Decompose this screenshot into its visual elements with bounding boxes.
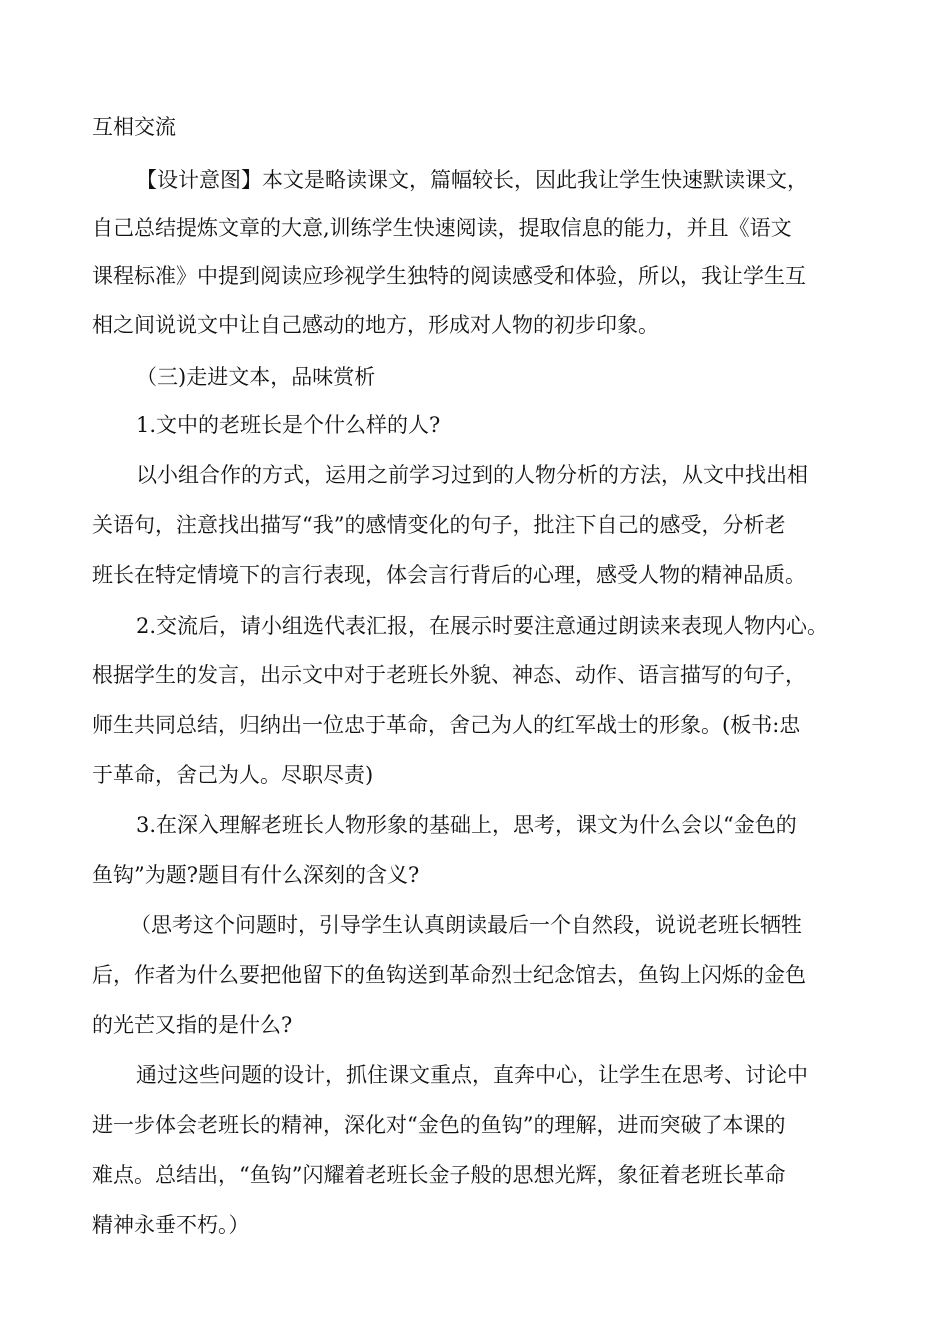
text-line: 根据学生的发言，出示文中对于老班长外貌、神态、动作、语言描写的句子， bbox=[92, 663, 806, 687]
text-line: 课程标准》中提到阅读应珍视学生独特的阅读感受和体验，所以，我让学生互 bbox=[92, 264, 806, 288]
text-line: （思考这个问题时，引导学生认真朗读最后一个自然段，说说老班长牺牲 bbox=[130, 913, 802, 937]
text-line: 鱼钩”为题?题目有什么深刻的含义? bbox=[92, 863, 420, 887]
question-line: 1.文中的老班长是个什么样的人? bbox=[136, 413, 441, 437]
text-line: 关语句，注意找出描写“我”的感情变化的句子，批注下自己的感受，分析老 bbox=[92, 513, 786, 537]
text-line: 相之间说说文中让自己感动的地方，形成对人物的初步印象。 bbox=[92, 313, 659, 337]
text-line: 【设计意图】本文是略读课文，篇幅较长，因此我让学生快速默读课文， bbox=[136, 168, 808, 192]
text-line: 精神永垂不朽。） bbox=[92, 1213, 250, 1237]
text-line: 后，作者为什么要把他留下的鱼钩送到革命烈士纪念馆去，鱼钩上闪烁的金色 bbox=[92, 963, 806, 987]
text-line: 自己总结提炼文章的大意,训练学生快速阅读，提取信息的能力，并且《语文 bbox=[92, 216, 792, 240]
text-line: 难点。总结出，“鱼钩”闪耀着老班长金子般的思想光辉，象征着老班长革命 bbox=[92, 1163, 786, 1187]
text-line: 的光芒又指的是什么? bbox=[92, 1013, 293, 1037]
text-line: 于革命，舍己为人。尽职尽责) bbox=[92, 763, 374, 787]
text-line: 2.交流后，请小组选代表汇报，在展示时要注意通过朗读来表现人物内心。 bbox=[136, 614, 829, 638]
text-line: 进一步体会老班长的精神，深化对“金色的鱼钩”的理解，进而突破了本课的 bbox=[92, 1113, 786, 1137]
text-line: 互相交流 bbox=[92, 115, 176, 139]
text-line: 以小组合作的方式，运用之前学习过到的人物分析的方法，从文中找出相 bbox=[136, 463, 808, 487]
text-line: 班长在特定情境下的言行表现，体会言行背后的心理，感受人物的精神品质。 bbox=[92, 563, 806, 587]
section-heading: （三)走进文本，品味赏析 bbox=[136, 365, 376, 389]
question-line: 3.在深入理解老班长人物形象的基础上，思考，课文为什么会以“金色的 bbox=[136, 813, 797, 837]
text-line: 师生共同总结，归纳出一位忠于革命，舍己为人的红军战士的形象。(板书:忠 bbox=[92, 713, 801, 737]
text-line: 通过这些问题的设计，抓住课文重点，直奔中心，让学生在思考、讨论中 bbox=[136, 1063, 808, 1087]
